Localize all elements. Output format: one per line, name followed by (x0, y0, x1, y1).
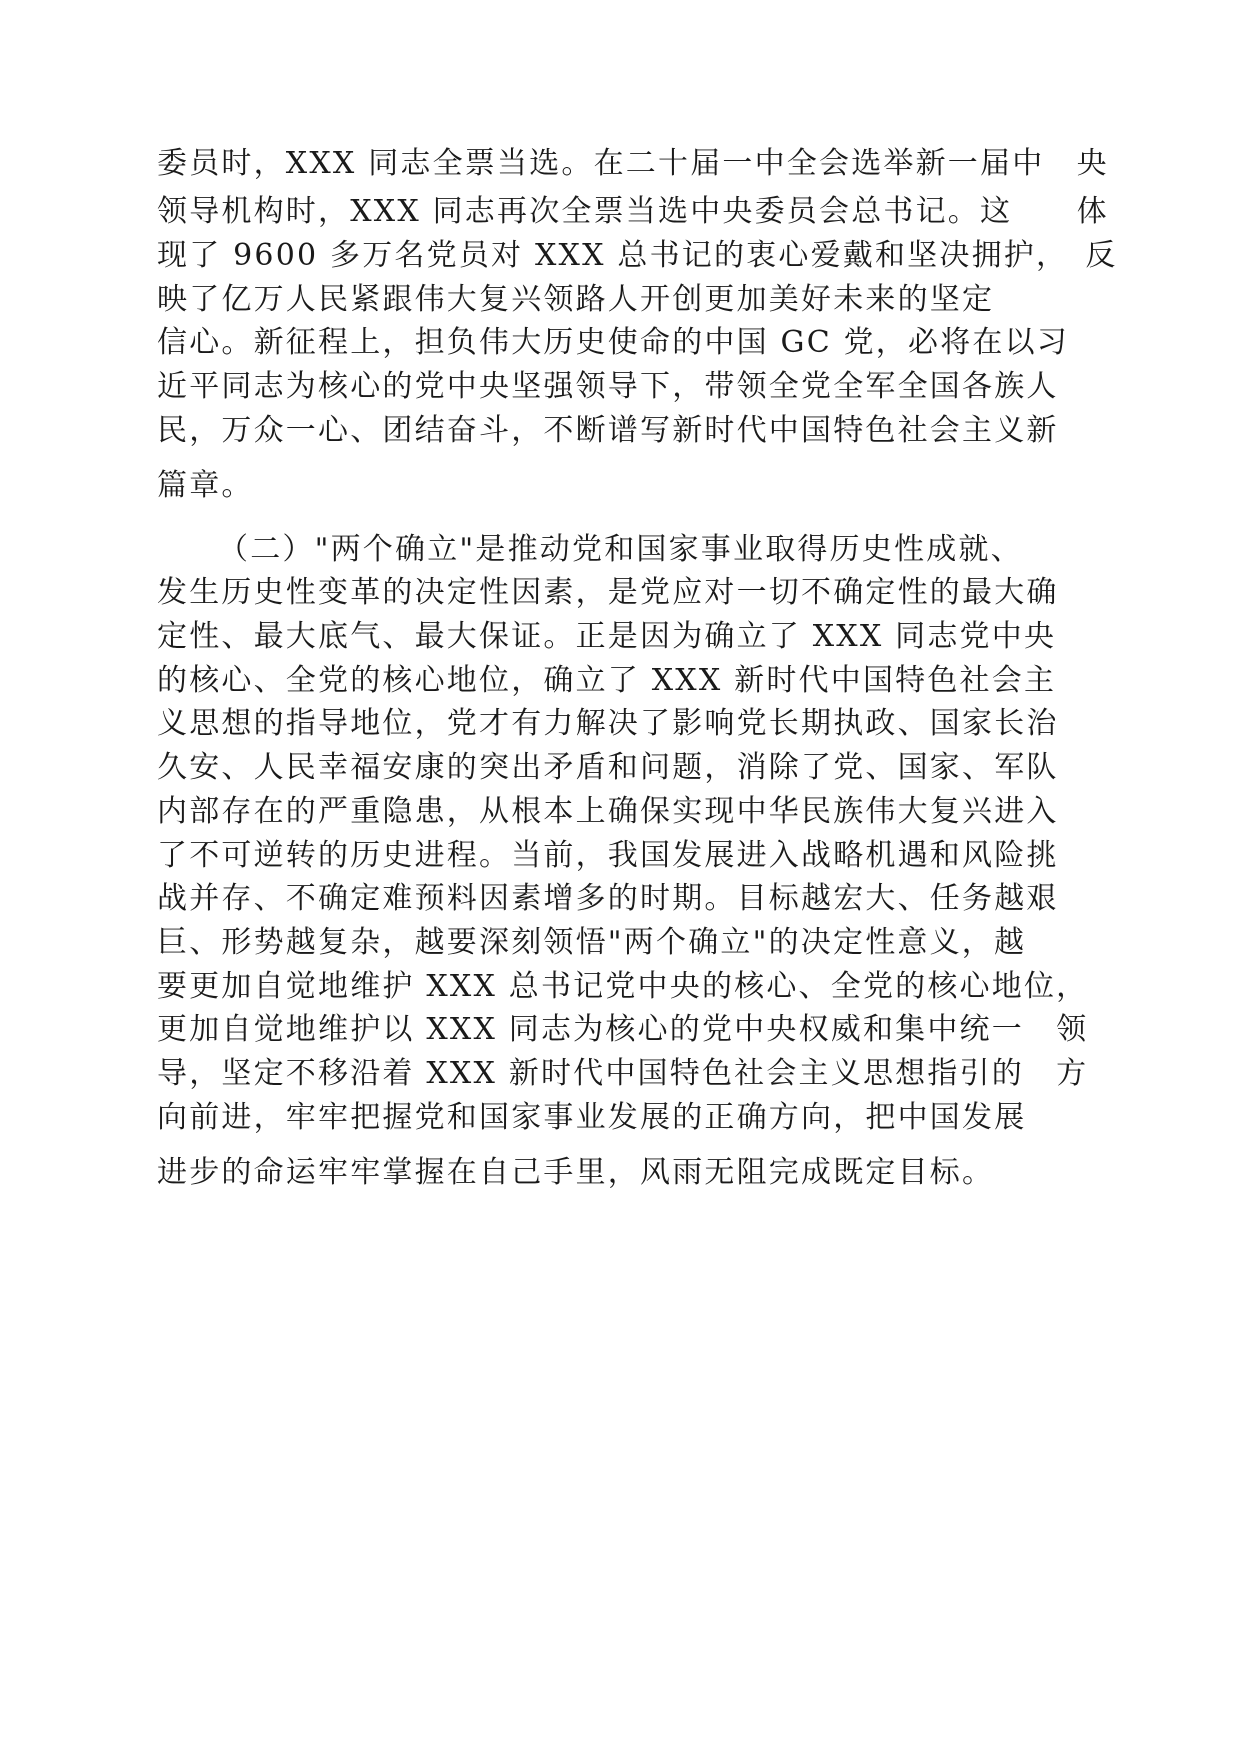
text-line: 向前进，牢牢把握党和国家事业发展的正确方向，把中国发展 (157, 1100, 1027, 1135)
text-line: 要更加自觉地维护 XXX 总书记党中央的核心、全党的核心地位， (157, 969, 1089, 1004)
text-line: 发生历史性变革的决定性因素，是党应对一切不确定性的最大确 (157, 575, 1059, 610)
section-heading-line: （二）"两个确立"是推动党和国家事业取得历史性成就、 (218, 532, 1023, 567)
text-line: 民，万众一心、团结奋斗，不断谱写新时代中国特色社会主义新 (157, 413, 1059, 448)
text-line: 委员时，XXX 同志全票当选。在二十届一中全会选举新一届中 央 (157, 146, 1109, 181)
text-line: 篇章。 (157, 468, 254, 503)
text-line: 更加自觉地维护以 XXX 同志为核心的党中央权威和集中统一 领 (157, 1012, 1089, 1047)
text-line: 映了亿万人民紧跟伟大复兴领路人开创更加美好未来的坚定 (157, 282, 995, 317)
text-line: 了不可逆转的历史进程。当前，我国发展进入战略机遇和风险挑 (157, 838, 1059, 873)
text-line: 久安、人民幸福安康的突出矛盾和问题，消除了党、国家、军队 (157, 750, 1059, 785)
text-line: 内部存在的严重隐患，从根本上确保实现中华民族伟大复兴进入 (157, 794, 1059, 829)
text-line: 巨、形势越复杂，越要深刻领悟"两个确立"的决定性意义，越 (157, 925, 1027, 960)
text-line: 近平同志为核心的党中央坚强领导下，带领全党全军全国各族人 (157, 369, 1059, 404)
text-line: 领导机构时，XXX 同志再次全票当选中央委员会总书记。这 体 (157, 194, 1109, 229)
text-line: 义思想的指导地位，党才有力解决了影响党长期执政、国家长治 (157, 706, 1059, 741)
text-line: 信心。新征程上，担负伟大历史使命的中国 GC 党，必将在以习 (157, 325, 1069, 360)
text-line: 导，坚定不移沿着 XXX 新时代中国特色社会主义思想指引的 方 (157, 1056, 1089, 1091)
text-line: 的核心、全党的核心地位，确立了 XXX 新时代中国特色社会主 (157, 663, 1057, 698)
text-line: 定性、最大底气、最大保证。正是因为确立了 XXX 同志党中央 (157, 619, 1057, 654)
text-line: 进步的命运牢牢掌握在自己手里，风雨无阻完成既定目标。 (157, 1155, 995, 1190)
text-line: 战并存、不确定难预料因素增多的时期。目标越宏大、任务越艰 (157, 881, 1059, 916)
text-line: 现了 9600 多万名党员对 XXX 总书记的衷心爱戴和坚决拥护， 反 (157, 238, 1118, 273)
